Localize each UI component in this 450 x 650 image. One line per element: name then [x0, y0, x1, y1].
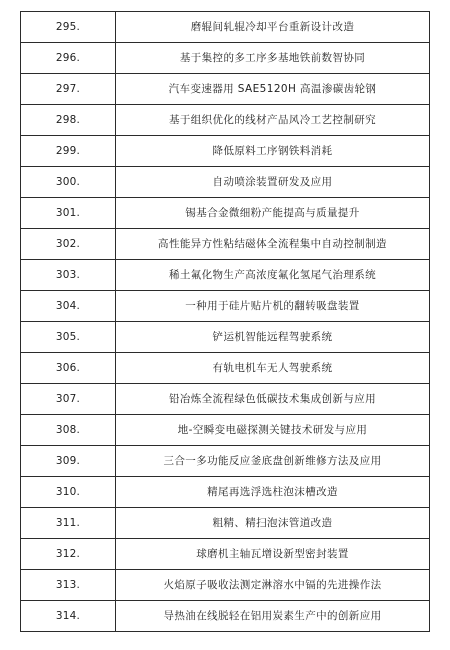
- table-row: [21, 353, 430, 384]
- row-number: 302.: [21, 229, 116, 260]
- project-title: 基于集控的多工序多基地铁前数智协同: [116, 43, 430, 74]
- row-number: 313.: [21, 570, 116, 601]
- project-title: 有轨电机车无人驾驶系统: [116, 353, 430, 384]
- project-title: 锡基合金微细粉产能提高与质量提升: [116, 198, 430, 229]
- project-title: 高性能异方性粘结磁体全流程集中自动控制制造: [116, 229, 430, 260]
- row-number: 298.: [21, 105, 116, 136]
- table-row: [21, 322, 430, 353]
- project-title: 导热油在线脱轻在铝用炭素生产中的创新应用: [116, 601, 430, 632]
- project-title: 火焰原子吸收法测定淋溶水中镉的先进操作法: [116, 570, 430, 601]
- project-title: 粗精、精扫泡沫管道改造: [116, 508, 430, 539]
- table-row: [21, 229, 430, 260]
- table-row: [21, 446, 430, 477]
- project-title: 汽车变速器用 SAE5120H 高温渗碳齿轮钢: [116, 74, 430, 105]
- project-title: 一种用于硅片贴片机的翻转吸盘装置: [116, 291, 430, 322]
- project-title: 基于组织优化的线材产品风冷工艺控制研究: [116, 105, 430, 136]
- row-number: 310.: [21, 477, 116, 508]
- row-number: 309.: [21, 446, 116, 477]
- row-number: 305.: [21, 322, 116, 353]
- project-title: 自动喷涂装置研发及应用: [116, 167, 430, 198]
- table-row: [21, 167, 430, 198]
- project-title: 球磨机主轴瓦增设新型密封装置: [116, 539, 430, 570]
- project-title: 稀土氟化物生产高浓度氟化氢尾气治理系统: [116, 260, 430, 291]
- project-title: 地-空瞬变电磁探测关键技术研发与应用: [116, 415, 430, 446]
- row-number: 295.: [21, 12, 116, 43]
- project-list-body: [21, 12, 430, 632]
- table-row: [21, 508, 430, 539]
- row-number: 311.: [21, 508, 116, 539]
- table-row: [21, 601, 430, 632]
- row-number: 299.: [21, 136, 116, 167]
- row-number: 303.: [21, 260, 116, 291]
- table-row: [21, 136, 430, 167]
- project-title: 降低原料工序钢铁料消耗: [116, 136, 430, 167]
- table-row: [21, 539, 430, 570]
- table-row: [21, 74, 430, 105]
- row-number: 300.: [21, 167, 116, 198]
- table-row: [21, 260, 430, 291]
- table-row: [21, 12, 430, 43]
- table-row: [21, 415, 430, 446]
- row-number: 307.: [21, 384, 116, 415]
- row-number: 306.: [21, 353, 116, 384]
- document-table-container: [20, 11, 430, 632]
- project-title: 精尾再选浮选柱泡沫槽改造: [116, 477, 430, 508]
- table-row: [21, 477, 430, 508]
- project-title: 铅冶炼全流程绿色低碳技术集成创新与应用: [116, 384, 430, 415]
- project-title: 三合一多功能反应釜底盘创新维修方法及应用: [116, 446, 430, 477]
- row-number: 296.: [21, 43, 116, 74]
- row-number: 304.: [21, 291, 116, 322]
- table-row: [21, 291, 430, 322]
- table-row: [21, 570, 430, 601]
- row-number: 308.: [21, 415, 116, 446]
- row-number: 301.: [21, 198, 116, 229]
- table-row: [21, 43, 430, 74]
- project-title: 铲运机智能远程驾驶系统: [116, 322, 430, 353]
- project-title: 磨辊间轧辊冷却平台重新设计改造: [116, 12, 430, 43]
- table-row: [21, 105, 430, 136]
- row-number: 312.: [21, 539, 116, 570]
- table-row: [21, 198, 430, 229]
- table-row: [21, 384, 430, 415]
- project-list-table: [20, 11, 430, 632]
- row-number: 314.: [21, 601, 116, 632]
- row-number: 297.: [21, 74, 116, 105]
